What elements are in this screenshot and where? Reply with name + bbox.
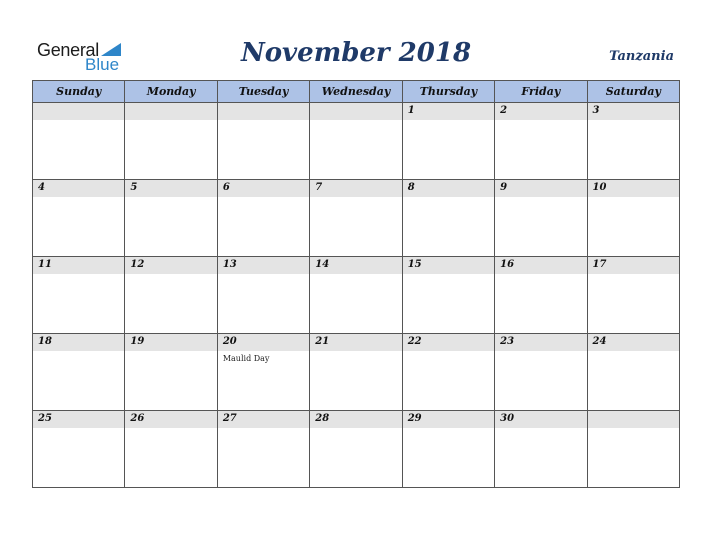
day-cell [217, 180, 309, 257]
weekday-header: Thursday [402, 81, 494, 103]
day-band [588, 103, 679, 120]
day-cell [310, 334, 402, 411]
day-number: 12 [130, 259, 145, 270]
day-number: 30 [500, 413, 515, 424]
day-number: 3 [592, 105, 600, 116]
day-cell [125, 334, 217, 411]
day-cell [125, 103, 217, 180]
day-number: 22 [407, 336, 422, 347]
day-number: 2 [500, 105, 508, 116]
day-number: 19 [130, 336, 145, 347]
week-row [33, 257, 680, 334]
day-band [495, 180, 586, 197]
day-number: 13 [222, 259, 237, 270]
day-number: 23 [500, 336, 515, 347]
country-name: Tanzania [609, 49, 674, 64]
day-number: 17 [592, 259, 607, 270]
day-cell [125, 180, 217, 257]
day-band [588, 257, 679, 274]
day-band [310, 257, 401, 274]
day-cell [587, 257, 679, 334]
week-row [33, 411, 680, 488]
day-number: 15 [407, 259, 422, 270]
day-cell [495, 334, 587, 411]
day-band [310, 411, 401, 428]
day-cell [402, 334, 494, 411]
day-cell [217, 257, 309, 334]
day-band [33, 180, 124, 197]
day-cell [125, 411, 217, 488]
day-number: 24 [592, 336, 607, 347]
day-cell [125, 257, 217, 334]
day-cell [310, 103, 402, 180]
day-band [310, 334, 401, 351]
day-band [588, 180, 679, 197]
day-cell [495, 103, 587, 180]
day-band [403, 411, 494, 428]
day-band [218, 334, 309, 351]
day-band [218, 257, 309, 274]
day-number: 27 [222, 413, 237, 424]
holiday-label: Maulid Day [222, 354, 270, 363]
weekday-header: Tuesday [217, 81, 309, 103]
day-cell [402, 257, 494, 334]
day-cell [33, 103, 125, 180]
day-number: 25 [38, 413, 52, 424]
day-number: 21 [315, 336, 330, 347]
day-band [33, 103, 124, 120]
day-cell [33, 257, 125, 334]
day-cell [217, 334, 309, 411]
day-band [495, 257, 586, 274]
calendar-title: November 2018 [240, 38, 472, 68]
day-cell [495, 257, 587, 334]
day-cell [33, 411, 125, 488]
day-cell [217, 411, 309, 488]
day-number: 9 [500, 182, 508, 193]
day-cell [33, 334, 125, 411]
day-band [403, 103, 494, 120]
weekday-header: Sunday [33, 81, 125, 103]
day-band [125, 334, 216, 351]
day-band [588, 411, 679, 428]
day-band [33, 334, 124, 351]
day-band [218, 411, 309, 428]
day-cell [310, 411, 402, 488]
day-band [495, 334, 586, 351]
day-band [403, 257, 494, 274]
day-band [33, 257, 124, 274]
day-number: 7 [315, 182, 323, 193]
day-number: 1 [407, 105, 415, 116]
day-cell [310, 257, 402, 334]
day-cell [33, 180, 125, 257]
day-number: 20 [222, 336, 237, 347]
day-cell [587, 103, 679, 180]
day-number: 26 [130, 413, 145, 424]
logo-blue-text: Blue [85, 55, 120, 74]
day-cell [587, 411, 679, 488]
day-number: 6 [222, 182, 230, 193]
week-row [33, 180, 680, 257]
day-band [33, 411, 124, 428]
weekday-header: Saturday [587, 81, 679, 103]
day-band [495, 411, 586, 428]
day-cell [402, 103, 494, 180]
day-number: 28 [315, 413, 330, 424]
day-number: 10 [592, 182, 607, 193]
day-cell [587, 180, 679, 257]
day-number: 4 [38, 182, 45, 193]
day-number: 8 [407, 182, 415, 193]
weekday-header: Wednesday [310, 81, 402, 103]
day-number: 5 [130, 182, 138, 193]
day-cell [587, 334, 679, 411]
logo-general-text: General [37, 40, 99, 60]
day-band [218, 103, 309, 120]
weekday-header-row [33, 81, 680, 103]
calendar-grid [32, 80, 680, 488]
day-band [310, 103, 401, 120]
day-band [588, 334, 679, 351]
day-band [125, 180, 216, 197]
day-band [403, 180, 494, 197]
day-cell [495, 180, 587, 257]
day-number: 16 [500, 259, 515, 270]
day-number: 11 [38, 259, 52, 270]
day-number: 14 [315, 259, 330, 270]
day-band [125, 411, 216, 428]
day-cell [402, 180, 494, 257]
day-band [218, 180, 309, 197]
week-row [33, 103, 680, 180]
weekday-header: Monday [125, 81, 217, 103]
day-number: 29 [407, 413, 422, 424]
day-cell [217, 103, 309, 180]
day-band [403, 334, 494, 351]
day-cell [495, 411, 587, 488]
day-band [495, 103, 586, 120]
day-cell [402, 411, 494, 488]
week-row [33, 334, 680, 411]
day-band [310, 180, 401, 197]
day-cell [310, 180, 402, 257]
weekday-header: Friday [495, 81, 587, 103]
day-band [125, 103, 216, 120]
day-band [125, 257, 216, 274]
day-number: 18 [38, 336, 52, 347]
